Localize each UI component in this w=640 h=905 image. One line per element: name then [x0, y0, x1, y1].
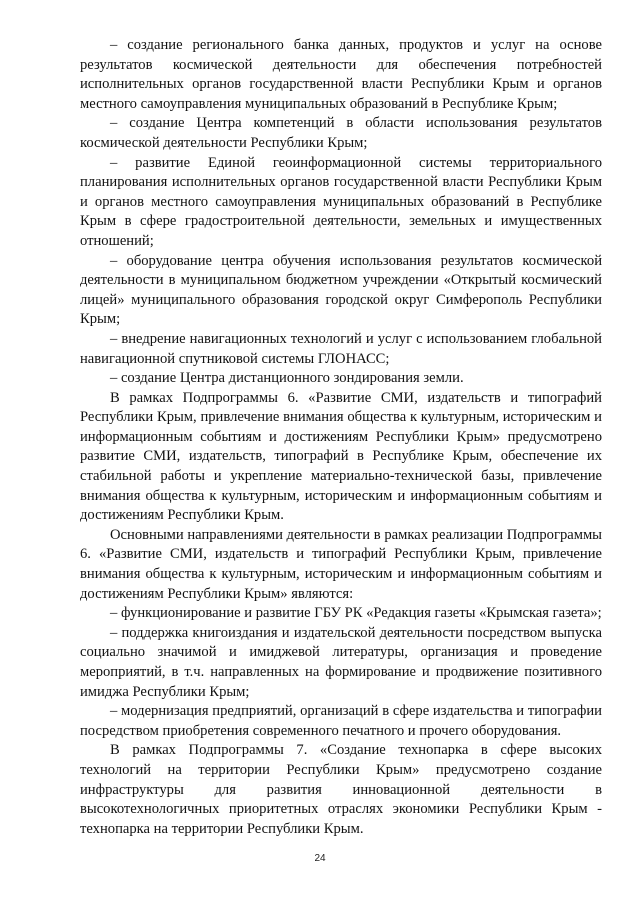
paragraph-subprogram-6-directions: Основными направлениями деятельности в рамках реализации Подпрограммы 6. «Развитие СМИ, издательств и типографий Республики Крым, привлечение внимания общества к культурным, историческим и информационным событиям и достижениям Республики Крым» являются:	[80, 526, 602, 602]
paragraph-space-lyceum: – оборудование центра обучения использования результатов космической деятельности в муниципальном бюджетном учреждении «Открытый космический лицей» муниципального образования городской округ Симферополь Республики Крым;	[80, 252, 602, 328]
paragraph-subprogram-6-intro: В рамках Подпрограммы 6. «Развитие СМИ, издательств и типографий Республики Крым, привлечение внимания общества к культурным, историческим и информационным событиям и достижениям Республики Крым» предусмотрено развитие СМИ, издательств, типографий в Республике Крым, обеспечение их стабильной работы и укрепление материально-технической базы, привлечение внимания общества к культурным, историческим и информационным событиям и достижениям Республики Крым.	[80, 389, 602, 524]
paragraph-remote-sensing-center: – создание Центра дистанционного зондирования земли.	[110, 370, 464, 387]
paragraph-regional-data-bank: – создание регионального банка данных, продуктов и услуг на основе результатов космической деятельности для обеспечения потребностей исполнительных органов государственной власти Республики Крым и органов местного самоуправления муниципальных образований в Республике Крым;	[80, 37, 602, 112]
paragraph-modernization: – модернизация предприятий, организаций в сфере издательства и типографии посредством приобретения современного печатного и прочего оборудования.	[80, 703, 602, 739]
paragraph-krymskaya-gazeta: – функционирование и развитие ГБУ РК «Редакция газеты «Крымская газета»;	[110, 605, 602, 622]
paragraph-subprogram-7-technopark: В рамках Подпрограммы 7. «Создание технопарка в сфере высоких технологий на территории Республики Крым» предусмотрено создание инфраструктуры для развития инновационной деятельности в высокотехнологичных приоритетных отраслях экономики Республики Крым - технопарка на территории Республики Крым.	[80, 742, 602, 837]
paragraph-book-publishing: – поддержка книгоиздания и издательской деятельности посредством выпуска социально значимой и имиджевой литературы, организация и проведение мероприятий, в т.ч. направленных на формирование и продвижение позитивного имиджа Республики Крым;	[80, 624, 602, 700]
paragraph-geoinformation-system: – развитие Единой геоинформационной системы территориального планирования исполнительных органов государственной власти Республики Крым и органов местного самоуправления муниципальных образований в Республике Крым в сфере градостроительной деятельности, земельных и имущественных отношений;	[80, 154, 602, 249]
paragraph-glonass: – внедрение навигационных технологий и услуг с использованием глобальной навигационной спутниковой системы ГЛОНАСС;	[80, 330, 602, 367]
page-number: 24	[314, 853, 326, 864]
paragraph-competence-center: – создание Центра компетенций в области использования результатов космической деятельности Республики Крым;	[80, 115, 602, 151]
document-page	[80, 36, 602, 839]
